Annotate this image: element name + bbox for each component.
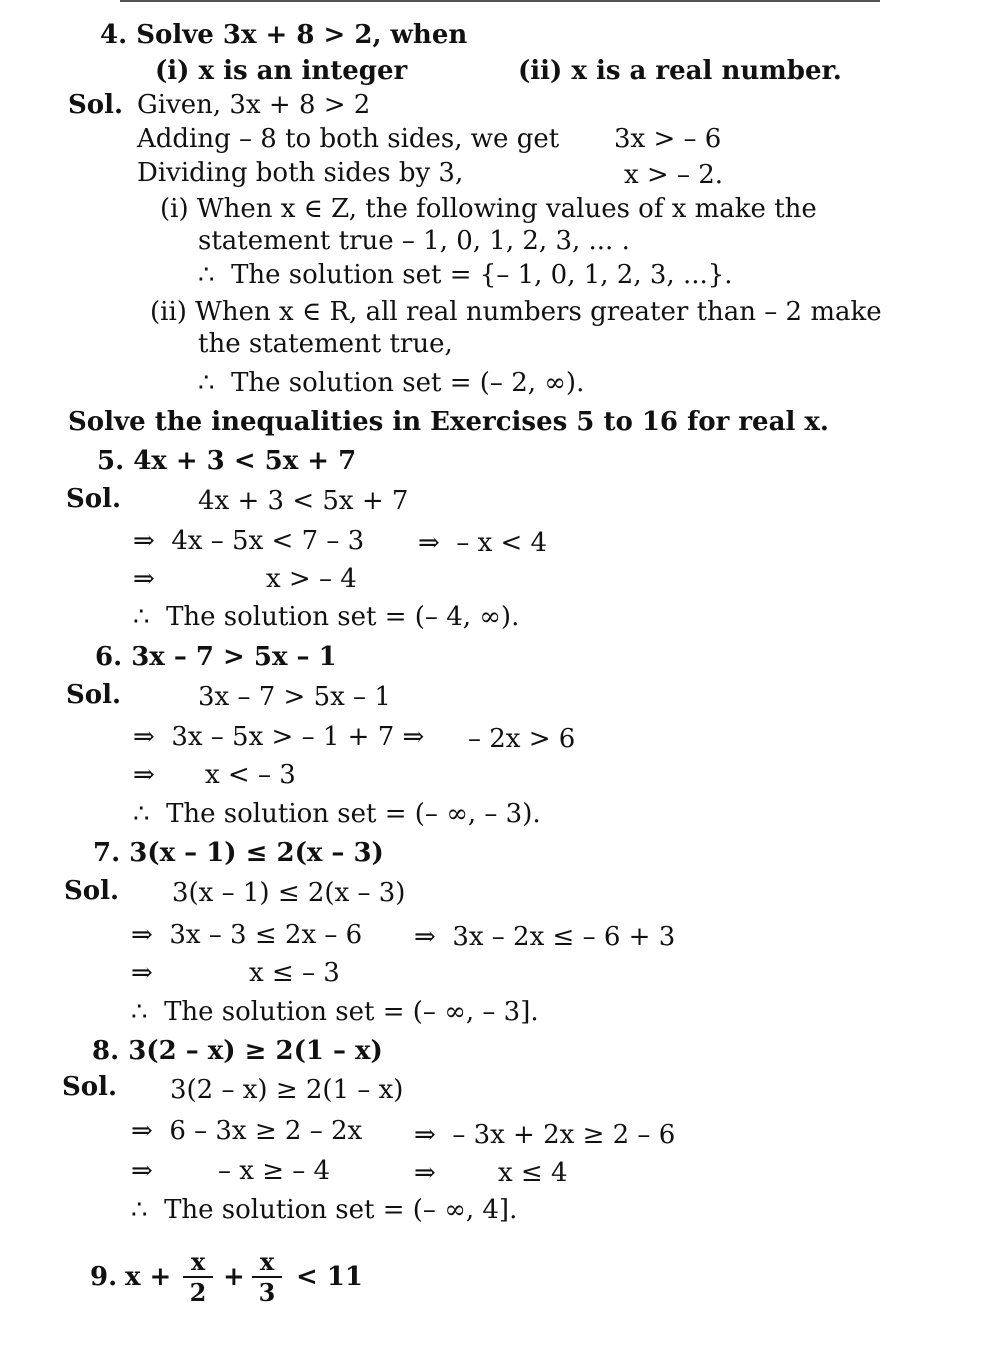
q7-step1: 3(x – 1) ≤ 2(x – 3) [172,878,406,908]
q4-given: Given, 3x + 8 > 2 [137,90,371,120]
q8-heading: 8. 3(2 – x) ≥ 2(1 – x) [92,1036,383,1066]
q9-number: 9. [90,1262,118,1292]
q5-step1: 4x + 3 < 5x + 7 [198,486,409,516]
q8-sol-label: Sol. [62,1072,118,1102]
q9-fraction-x-over-2 [183,1249,213,1306]
q4-case-ii-line2: the statement true, [198,329,453,359]
q4-part-ii: (ii) x is a real number. [518,56,842,86]
q4-adding-result: 3x > – 6 [614,124,722,154]
q9-term1: x + [125,1262,172,1292]
q6-step3-arrow: ⇒ [133,760,155,790]
q8-step2a: ⇒ 6 – 3x ≥ 2 – 2x [131,1116,363,1146]
q9-frac2-denominator: 3 [258,1278,276,1307]
q6-step3: x < – 3 [205,760,296,790]
q6-step2a: ⇒ 3x – 5x > – 1 + 7 ⇒ [133,722,425,752]
q5-heading: 5. 4x + 3 < 5x + 7 [97,446,357,476]
q6-sol-label: Sol. [66,680,122,710]
q5-step2a: ⇒ 4x – 5x < 7 – 3 [133,526,365,556]
q4-case-i-solution: ∴ The solution set = {– 1, 0, 1, 2, 3, ...}. [198,260,733,290]
q7-heading: 7. 3(x – 1) ≤ 2(x – 3) [93,838,384,868]
q6-step2b: – 2x > 6 [468,724,576,754]
q4-case-i-line2: statement true – 1, 0, 1, 2, 3, ... . [198,226,630,256]
q8-step1: 3(2 – x) ≥ 2(1 – x) [170,1075,404,1105]
q9-frac1-numerator: x [190,1247,206,1276]
q7-solution: ∴ The solution set = (– ∞, – 3]. [131,997,539,1027]
q8-step2b: ⇒ – 3x + 2x ≥ 2 – 6 [414,1120,676,1150]
page-top-rule [120,0,880,2]
q9-plus: + [223,1262,245,1292]
exercise-instruction: Solve the inequalities in Exercises 5 to 16 for real x. [68,407,829,437]
q5-step2b: ⇒ – x < 4 [418,528,548,558]
q8-step3b: x ≤ 4 [498,1158,568,1188]
q8-step3b-arrow: ⇒ [414,1158,436,1188]
q8-solution: ∴ The solution set = (– ∞, 4]. [131,1195,518,1225]
q7-step3-arrow: ⇒ [131,958,153,988]
q4-heading: 4. Solve 3x + 8 > 2, when [100,20,468,50]
q9-frac2-numerator: x [259,1247,275,1276]
q7-step2a: ⇒ 3x – 3 ≤ 2x – 6 [131,920,363,950]
q4-adding: Adding – 8 to both sides, we get [137,124,560,154]
q5-sol-label: Sol. [66,484,122,514]
q4-case-ii-solution: ∴ The solution set = (– 2, ∞). [198,368,585,398]
q4-part-i: (i) x is an integer [155,56,408,86]
q8-step3a: – x ≥ – 4 [218,1156,331,1186]
q5-step3-arrow: ⇒ [133,564,155,594]
q7-step3: x ≤ – 3 [249,958,340,988]
q4-dividing-result: x > – 2. [624,160,724,190]
q9-frac1-denominator: 2 [189,1278,207,1307]
q6-heading: 6. 3x – 7 > 5x – 1 [95,642,337,672]
q7-sol-label: Sol. [64,876,120,906]
q4-case-ii-line1: (ii) When x ∈ R, all real numbers greater than – 2 make [150,297,882,327]
q8-step3-arrow: ⇒ [131,1156,153,1186]
q5-step3: x > – 4 [266,564,357,594]
q6-solution: ∴ The solution set = (– ∞, – 3). [133,799,541,829]
q4-case-i-line1: (i) When x ∈ Z, the following values of x make the [160,194,817,224]
q9-rhs: < 11 [296,1262,364,1292]
q6-step1: 3x – 7 > 5x – 1 [198,682,391,712]
q5-solution: ∴ The solution set = (– 4, ∞). [133,602,520,632]
q4-dividing: Dividing both sides by 3, [137,158,464,188]
q4-sol-label: Sol. [68,90,124,120]
q9-fraction-x-over-3 [252,1249,282,1306]
q7-step2b: ⇒ 3x – 2x ≤ – 6 + 3 [414,922,676,952]
